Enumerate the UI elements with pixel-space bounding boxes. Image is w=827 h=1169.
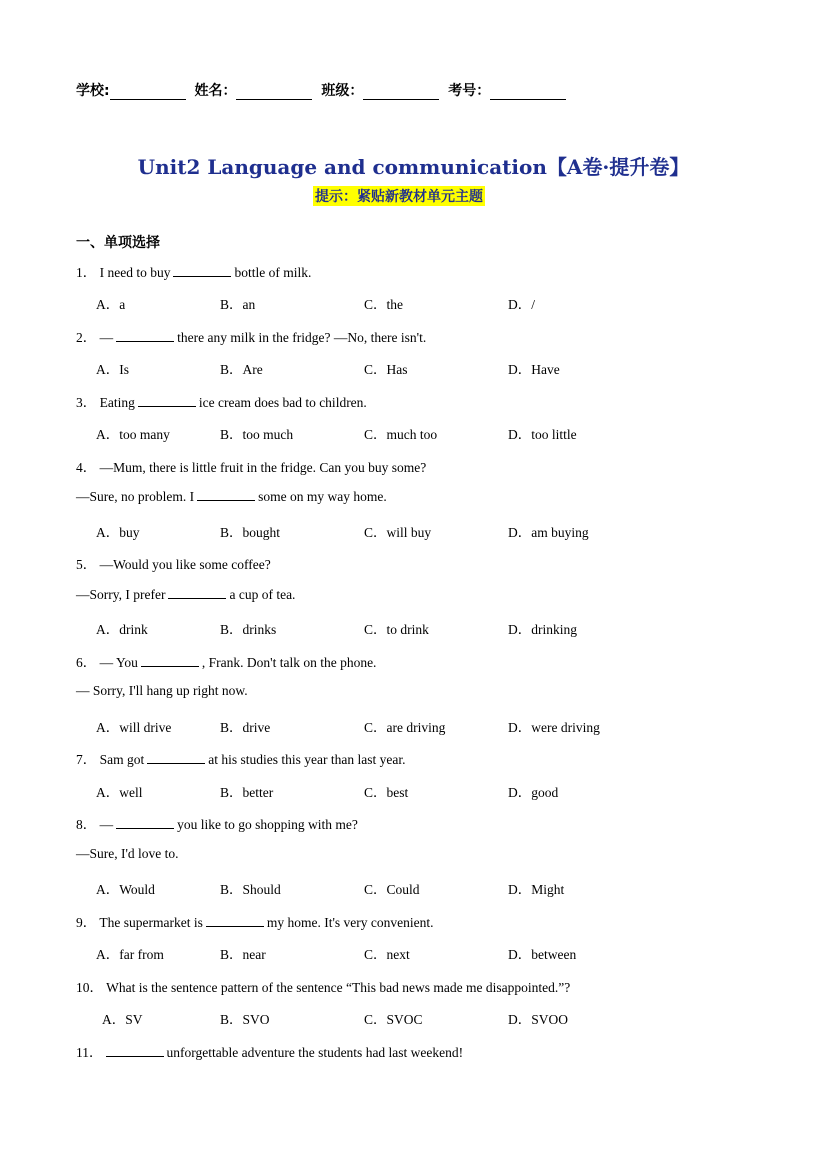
exam-number-label: 考号： [448,83,491,99]
question-text: my home. It's very convenient. [266,915,434,930]
page-title: Unit2 Language and communication【A卷·提升卷】 [137,155,690,179]
question-text: unforgettable adventure the students had last weekend! [166,1045,464,1060]
student-info-header [76,80,570,100]
option-b[interactable]: B．drive [220,720,271,735]
question-text: —Mum, there is little fruit in the fridge. Can you buy some? [99,460,427,475]
answer-blank [173,264,231,277]
answer-blank [147,751,205,764]
option-c[interactable]: C．are driving [364,720,446,735]
question-text: Eating [99,395,135,410]
question-number: 5． [76,557,97,572]
option-c[interactable]: C．next [364,947,410,962]
question-number: 4． [76,460,97,475]
question-5 [76,553,271,573]
question-4-line-2 [76,488,387,505]
option-d[interactable]: D．SVOO [508,1012,569,1027]
question-10 [76,976,570,996]
option-d[interactable]: D．am buying [508,525,589,540]
option-d[interactable]: D．between [508,947,577,962]
question-number: 3． [76,395,97,410]
option-d[interactable]: D．too little [508,427,577,442]
question-6 [76,651,376,671]
name-label: 姓名： [194,83,237,99]
class-blank[interactable] [363,85,439,100]
question-text: ice cream does bad to children. [198,395,367,410]
question-2 [76,326,426,346]
question-text: , Frank. Don't talk on the phone. [201,655,377,670]
question-number: 7． [76,752,97,767]
option-b[interactable]: B．SVO [220,1012,270,1027]
option-c[interactable]: C．SVOC [364,1012,423,1027]
option-d[interactable]: D．Have [508,362,560,377]
option-d[interactable]: D．drinking [508,622,577,637]
answer-blank [116,816,174,829]
option-a[interactable]: A．far from [96,947,164,962]
option-c[interactable]: C．the [364,297,403,312]
question-text: — Sorry, I'll hang up right now. [76,683,248,698]
question-text: you like to go shopping with me? [177,817,358,832]
question-text: Sam got [99,752,145,767]
question-text: — [99,330,114,345]
option-a[interactable]: A．buy [96,525,140,540]
option-d[interactable]: D．Might [508,882,565,897]
question-text: — [99,817,114,832]
option-a[interactable]: A．a [96,297,126,312]
question-text: some on my way home. [258,489,387,504]
question-3 [76,391,367,411]
question-text: —Would you like some coffee? [99,557,271,572]
question-5-line-2 [76,586,295,603]
question-text: there any milk in the fridge? —No, there isn't. [177,330,427,345]
option-b[interactable]: B．better [220,785,274,800]
question-number: 1． [76,265,97,280]
option-a[interactable]: A．drink [96,622,148,637]
question-7 [76,748,405,768]
option-c[interactable]: C．to drink [364,622,429,637]
option-b[interactable]: B．Should [220,882,281,897]
option-a[interactable]: A．too many [96,427,170,442]
school-blank[interactable] [110,85,186,100]
option-a[interactable]: A．Would [96,882,155,897]
question-1 [76,261,311,281]
question-number: 10． [76,980,103,995]
hint-banner: 提示：紧贴新教材单元主题 [313,186,485,206]
option-c[interactable]: C．best [364,785,409,800]
name-blank[interactable] [236,85,312,100]
question-11 [76,1041,463,1061]
option-b[interactable]: B．an [220,297,256,312]
option-c[interactable]: C．much too [364,427,438,442]
option-a[interactable]: A．Is [96,362,129,377]
option-d[interactable]: D．good [508,785,559,800]
question-number: 11． [76,1045,103,1060]
question-number: 9． [76,915,97,930]
option-d[interactable]: D．were driving [508,720,600,735]
answer-blank [106,1044,164,1057]
question-text: —Sure, I'd love to. [76,846,179,861]
option-a[interactable]: A．SV [102,1012,143,1027]
answer-blank [138,394,196,407]
answer-blank [168,586,226,599]
answer-blank [197,488,255,501]
answer-blank [116,329,174,342]
option-c[interactable]: C．Has [364,362,408,377]
question-text: — You [99,655,138,670]
question-8 [76,813,358,833]
option-b[interactable]: B．drinks [220,622,277,637]
question-text: bottle of milk. [234,265,312,280]
question-text: —Sorry, I prefer [76,587,166,602]
question-8-line-2 [76,846,179,862]
question-text: at his studies this year than last year. [208,752,406,767]
question-9 [76,911,434,931]
question-number: 8． [76,817,97,832]
option-a[interactable]: A．well [96,785,143,800]
question-text: I need to buy [99,265,171,280]
option-a[interactable]: A．will drive [96,720,172,735]
question-6-line-2 [76,683,248,699]
option-b[interactable]: B．near [220,947,266,962]
option-b[interactable]: B．too much [220,427,294,442]
question-4 [76,456,426,476]
answer-blank [206,914,264,927]
option-b[interactable]: B．bought [220,525,281,540]
option-d[interactable]: D．/ [508,297,535,312]
question-text: The supermarket is [99,915,203,930]
question-text: What is the sentence pattern of the sentence “This bad news made me disappointed.”? [106,980,571,995]
option-b[interactable]: B．Are [220,362,263,377]
answer-blank [141,654,199,667]
question-number: 6． [76,655,97,670]
class-label: 班级： [321,83,364,99]
option-c[interactable]: C．Could [364,882,420,897]
question-number: 2． [76,330,97,345]
exam-number-blank[interactable] [490,85,566,100]
question-text: —Sure, no problem. I [76,489,195,504]
option-c[interactable]: C．will buy [364,525,432,540]
section-heading: 一、单项选择 [76,235,160,251]
question-text: a cup of tea. [229,587,296,602]
school-label: 学校: [76,83,110,99]
